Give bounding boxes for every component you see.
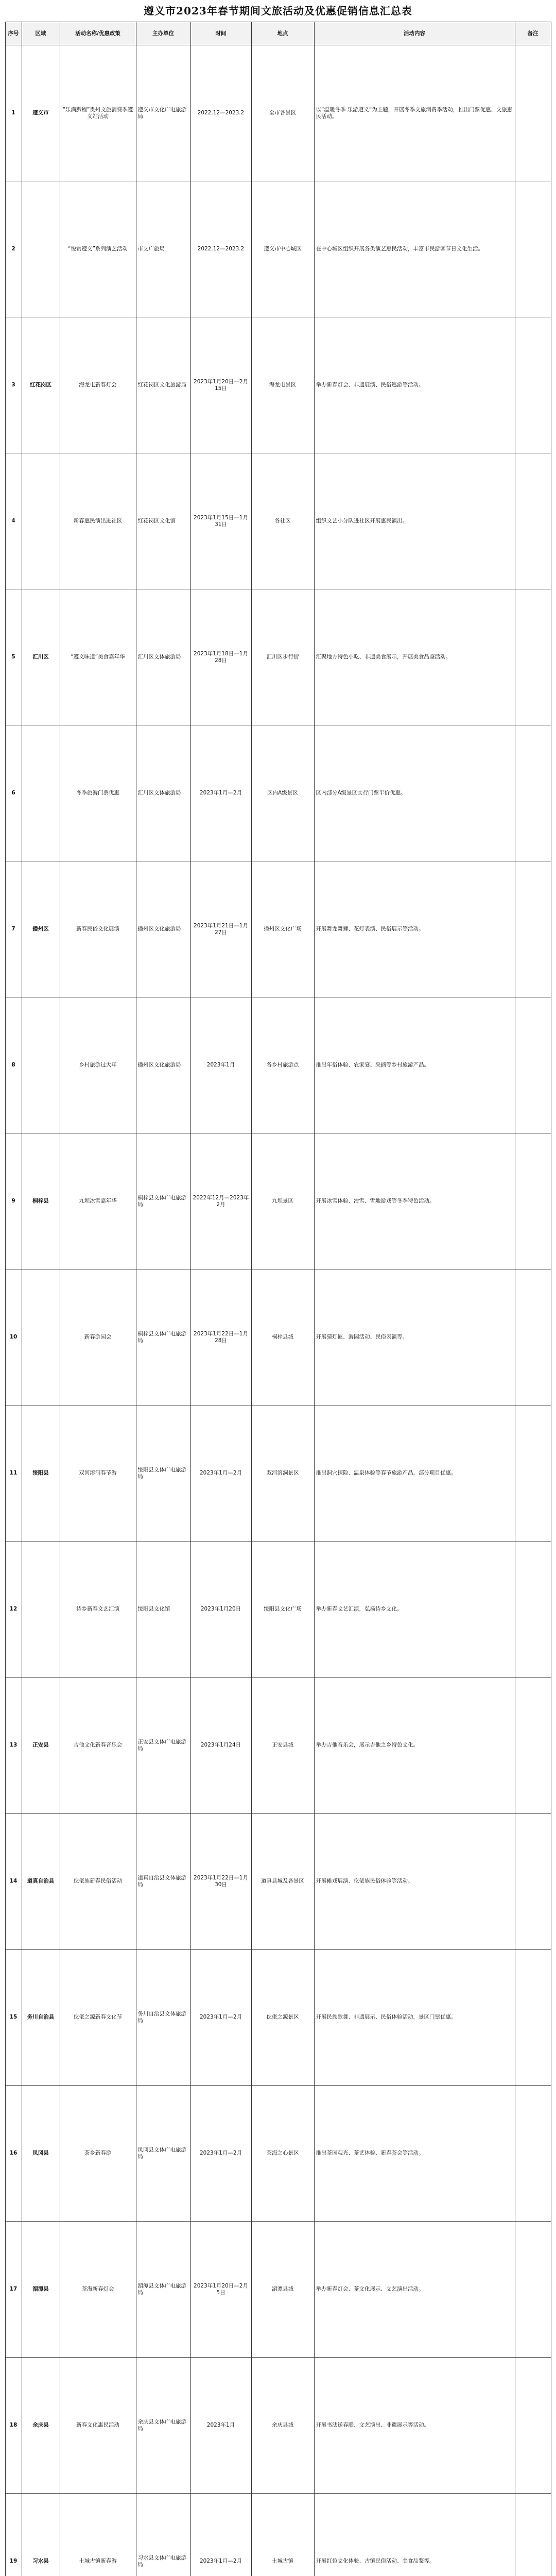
row-region: 凤冈县: [22, 2086, 60, 2222]
row-activity-name: 冬季旅游门票优惠: [60, 725, 136, 861]
table-row: [5, 45, 551, 181]
row-place: 双河溶洞景区: [251, 1405, 314, 1541]
table-row: [5, 1405, 551, 1541]
row-content: 开展猜灯谜、游园活动、民俗表演等。: [314, 1269, 515, 1405]
row-time: 2023年1月—2月: [190, 725, 251, 861]
row-organizer: 红花岗区文化旅游局: [136, 317, 190, 453]
table-row: [5, 1677, 551, 1814]
row-region: 汇川区: [22, 589, 60, 725]
row-time: 2023年1月18日—1月28日: [190, 589, 251, 725]
row-place: 土城古镇: [251, 2494, 314, 2576]
row-remark: [515, 1269, 551, 1405]
row-remark: [515, 1950, 551, 2086]
row-time: 2022.12—2023.2: [190, 181, 251, 317]
row-remark: [515, 181, 551, 317]
row-region: 播州区: [22, 861, 60, 997]
row-activity-name: “悦赏遵义”系列演艺活动: [60, 181, 136, 317]
row-region: 习水县: [22, 2494, 60, 2576]
row-time: 2023年1月—2月: [190, 2086, 251, 2222]
row-content: 推出洞穴探险、温泉体验等春节旅游产品，部分项目优惠。: [314, 1405, 515, 1541]
row-remark: [515, 997, 551, 1133]
row-index: 10: [5, 1269, 22, 1405]
row-region: 湄潭县: [22, 2222, 60, 2358]
row-organizer: 桐梓县文体广电旅游局: [136, 1269, 190, 1405]
row-organizer: 绥阳县文化馆: [136, 1541, 190, 1677]
row-content: 组织文艺小分队进社区开展惠民演出。: [314, 453, 515, 589]
row-index: 8: [5, 997, 22, 1133]
row-index: 3: [5, 317, 22, 453]
row-index: 4: [5, 453, 22, 589]
table-row: [5, 317, 551, 453]
row-remark: [515, 1814, 551, 1950]
row-remark: [515, 317, 551, 453]
row-organizer: 余庆县文体广电旅游局: [136, 2358, 190, 2494]
row-organizer: 市文广旅局: [136, 181, 190, 317]
row-place: 区内A级景区: [251, 725, 314, 861]
row-time: 2022.12—2023.2: [190, 45, 251, 181]
row-remark: [515, 2358, 551, 2494]
row-place: 绥阳县文化广场: [251, 1541, 314, 1677]
row-place: 仡佬之源景区: [251, 1950, 314, 2086]
row-place: 道真县城及各景区: [251, 1814, 314, 1950]
row-remark: [515, 589, 551, 725]
header-index: 序号: [5, 22, 22, 45]
row-index: 6: [5, 725, 22, 861]
row-place: 正安县城: [251, 1677, 314, 1814]
row-remark: [515, 1677, 551, 1814]
row-content: 区内部分A级景区实行门票半价优惠。: [314, 725, 515, 861]
row-activity-name: 仡佬之源新春文化节: [60, 1950, 136, 2086]
row-organizer: 播州区文化旅游局: [136, 997, 190, 1133]
row-activity-name: 新春文化惠民活动: [60, 2358, 136, 2494]
header-remark: 备注: [515, 22, 551, 45]
table-row: [5, 1541, 551, 1677]
row-index: 18: [5, 2358, 22, 2494]
table-row: [5, 181, 551, 317]
activity-table: [5, 22, 551, 2576]
row-place: 桐梓县城: [251, 1269, 314, 1405]
table-row: [5, 861, 551, 997]
row-time: 2023年1月15日—1月31日: [190, 453, 251, 589]
row-activity-name: 吉他文化新春音乐会: [60, 1677, 136, 1814]
row-activity-name: 海龙屯新春灯会: [60, 317, 136, 453]
row-organizer: 习水县文体广电旅游局: [136, 2494, 190, 2576]
row-organizer: 凤冈县文体广电旅游局: [136, 2086, 190, 2222]
table-row: [5, 2086, 551, 2222]
row-remark: [515, 2494, 551, 2576]
row-place: 湄潭县城: [251, 2222, 314, 2358]
row-time: 2023年1月24日: [190, 1677, 251, 1814]
row-region: 余庆县: [22, 2358, 60, 2494]
row-organizer: 遵义市文化广电旅游局: [136, 45, 190, 181]
header-organizer: 主办单位: [136, 22, 190, 45]
row-organizer: 红花岗区文化馆: [136, 453, 190, 589]
row-region: 桐梓县: [22, 1133, 60, 1269]
row-content: 举办新春灯会、茶文化展示、文艺演出活动。: [314, 2222, 515, 2358]
row-place: 播州区文化广场: [251, 861, 314, 997]
header-activity-name: 活动名称/优惠政策: [60, 22, 136, 45]
row-organizer: 绥阳县文体广电旅游局: [136, 1405, 190, 1541]
table-row: [5, 1814, 551, 1950]
row-remark: [515, 453, 551, 589]
row-time: 2023年1月21日—1月27日: [190, 861, 251, 997]
row-remark: [515, 45, 551, 181]
row-index: 13: [5, 1677, 22, 1814]
row-time: 2023年1月—2月: [190, 1950, 251, 2086]
row-index: 1: [5, 45, 22, 181]
row-time: 2023年1月: [190, 997, 251, 1133]
row-region: [22, 1269, 60, 1405]
row-index: 17: [5, 2222, 22, 2358]
row-activity-name: 茶乡新春游: [60, 2086, 136, 2222]
row-region: 务川自治县: [22, 1950, 60, 2086]
document-title: 遵义市2023年春节期间文旅活动及优惠促销信息汇总表: [144, 5, 412, 17]
row-organizer: 汇川区文体旅游局: [136, 589, 190, 725]
row-place: 全市各景区: [251, 45, 314, 181]
row-index: 7: [5, 861, 22, 997]
row-remark: [515, 1405, 551, 1541]
row-content: 开展傩戏展演、仡佬族民俗体验等活动。: [314, 1814, 515, 1950]
row-region: [22, 181, 60, 317]
row-content: 举办吉他音乐会，展示吉他之乡特色文化。: [314, 1677, 515, 1814]
row-remark: [515, 2222, 551, 2358]
row-time: 2023年1月22日—1月28日: [190, 1269, 251, 1405]
table-row: [5, 1950, 551, 2086]
row-index: 16: [5, 2086, 22, 2222]
row-content: 汇聚地方特色小吃、非遗美食展示，开展美食品鉴活动。: [314, 589, 515, 725]
row-remark: [515, 861, 551, 997]
row-time: 2022年12月—2023年2月: [190, 1133, 251, 1269]
row-place: 海龙屯景区: [251, 317, 314, 453]
row-activity-name: 新春惠民演出进社区: [60, 453, 136, 589]
table-row: [5, 589, 551, 725]
table-row: [5, 1269, 551, 1405]
row-content: 开展舞龙舞狮、花灯表演、民俗展示等活动。: [314, 861, 515, 997]
table-row: [5, 453, 551, 589]
row-activity-name: 仡佬族新春民俗活动: [60, 1814, 136, 1950]
row-organizer: 播州区文化旅游局: [136, 861, 190, 997]
row-index: 14: [5, 1814, 22, 1950]
row-time: 2023年1月—2月: [190, 1405, 251, 1541]
row-content: 推出茶园观光、茶艺体验、新春茶会等活动。: [314, 2086, 515, 2222]
row-place: 茶海之心景区: [251, 2086, 314, 2222]
table-row: [5, 2222, 551, 2358]
row-region: [22, 1541, 60, 1677]
row-place: 余庆县城: [251, 2358, 314, 2494]
row-activity-name: 土城古镇新春游: [60, 2494, 136, 2576]
row-activity-name: 新春游园会: [60, 1269, 136, 1405]
table-row: [5, 2358, 551, 2494]
row-activity-name: 乡村旅游过大年: [60, 997, 136, 1133]
row-time: 2023年1月20日: [190, 1541, 251, 1677]
row-activity-name: “遵义味道”美食嘉年华: [60, 589, 136, 725]
row-index: 2: [5, 181, 22, 317]
header-region: 区域: [22, 22, 60, 45]
row-content: 举办新春灯会、非遗展演、民俗巡游等活动。: [314, 317, 515, 453]
table-row: [5, 2494, 551, 2576]
row-organizer: 务川自治县文体旅游局: [136, 1950, 190, 2086]
row-time: 2023年1月—2月: [190, 2494, 251, 2576]
row-activity-name: 茶海新春灯会: [60, 2222, 136, 2358]
row-remark: [515, 1541, 551, 1677]
row-activity-name: 诗乡新春文艺汇演: [60, 1541, 136, 1677]
row-index: 9: [5, 1133, 22, 1269]
row-region: 绥阳县: [22, 1405, 60, 1541]
header-content: 活动内容: [314, 22, 515, 45]
row-remark: [515, 1133, 551, 1269]
row-region: 红花岗区: [22, 317, 60, 453]
table-row: [5, 725, 551, 861]
row-place: 各社区: [251, 453, 314, 589]
row-index: 15: [5, 1950, 22, 2086]
row-region: [22, 725, 60, 861]
table-header-row: [5, 22, 551, 45]
row-time: 2023年1月20日—2月5日: [190, 2222, 251, 2358]
row-organizer: 汇川区文体旅游局: [136, 725, 190, 861]
row-organizer: 正安县文体广电旅游局: [136, 1677, 190, 1814]
row-remark: [515, 725, 551, 861]
row-organizer: 湄潭县文体广电旅游局: [136, 2222, 190, 2358]
row-place: 各乡村旅游点: [251, 997, 314, 1133]
row-activity-name: 九坝冰雪嘉年华: [60, 1133, 136, 1269]
row-content: 举办新春文艺汇演，弘扬诗乡文化。: [314, 1541, 515, 1677]
row-content: 开展红色文化体验、古镇民俗活动、美食品鉴等。: [314, 2494, 515, 2576]
row-index: 5: [5, 589, 22, 725]
table-row: [5, 1133, 551, 1269]
row-activity-name: 新春民俗文化展演: [60, 861, 136, 997]
row-index: 12: [5, 1541, 22, 1677]
table-body: [5, 45, 551, 2576]
row-content: 以“温暖冬季 乐游遵义”为主题，开展冬季文旅消费季活动，推出门票优惠、文旅惠民活动。: [314, 45, 515, 181]
row-region: [22, 453, 60, 589]
header-time: 时间: [190, 22, 251, 45]
row-region: 道真自治县: [22, 1814, 60, 1950]
table-row: [5, 997, 551, 1133]
row-region: [22, 997, 60, 1133]
row-place: 遵义市中心城区: [251, 181, 314, 317]
row-organizer: 道真自治县文体旅游局: [136, 1814, 190, 1950]
row-time: 2023年1月: [190, 2358, 251, 2494]
row-region: 遵义市: [22, 45, 60, 181]
row-content: 在中心城区组织开展各类演艺惠民活动，丰富市民游客节日文化生活。: [314, 181, 515, 317]
row-place: 九坝景区: [251, 1133, 314, 1269]
row-remark: [515, 2086, 551, 2222]
row-content: 推出年俗体验、农家宴、采摘等乡村旅游产品。: [314, 997, 515, 1133]
row-organizer: 桐梓县文体广电旅游局: [136, 1133, 190, 1269]
row-content: 开展民族歌舞、非遗展示、民俗体验活动，景区门票优惠。: [314, 1950, 515, 2086]
row-index: 11: [5, 1405, 22, 1541]
row-activity-name: “乐满黔程”贵州文旅消费季遵义站活动: [60, 45, 136, 181]
header-place: 地点: [251, 22, 314, 45]
row-content: 开展冰雪体验、滑雪、雪地游戏等冬季特色活动。: [314, 1133, 515, 1269]
row-region: 正安县: [22, 1677, 60, 1814]
row-place: 汇川区步行街: [251, 589, 314, 725]
row-index: 19: [5, 2494, 22, 2576]
row-time: 2023年1月22日—1月30日: [190, 1814, 251, 1950]
row-content: 开展书法送春联、文艺演出、非遗展示等活动。: [314, 2358, 515, 2494]
row-activity-name: 双河溶洞春节游: [60, 1405, 136, 1541]
row-time: 2023年1月20日—2月15日: [190, 317, 251, 453]
